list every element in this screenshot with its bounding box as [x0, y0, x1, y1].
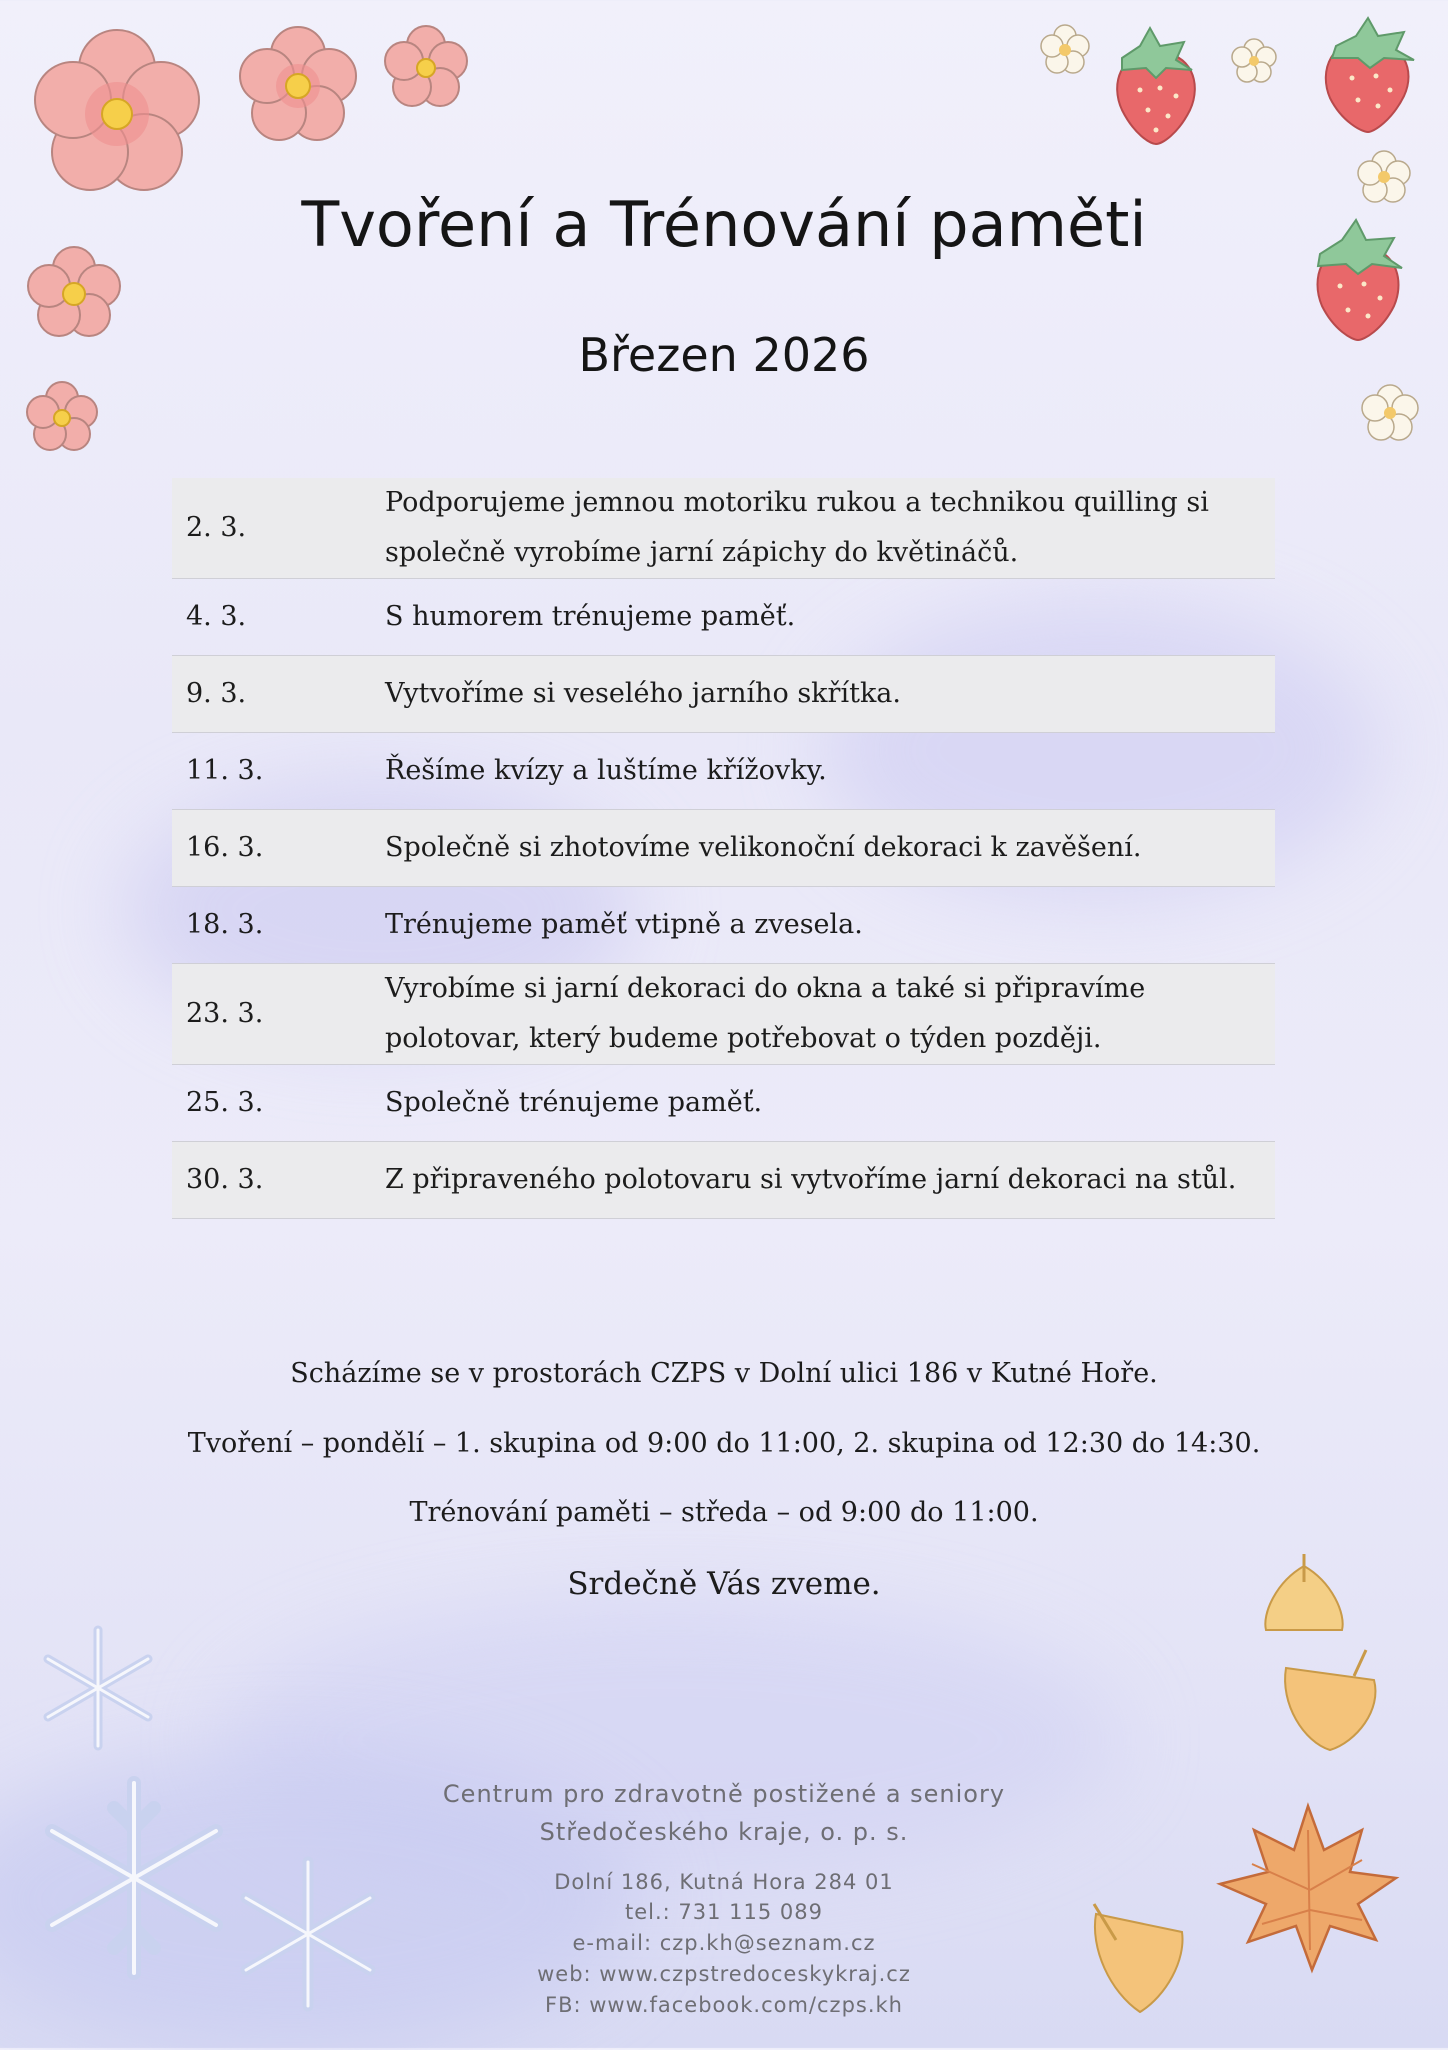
schedule-row [172, 579, 1275, 656]
schedule-date: 11. 3. [186, 755, 264, 786]
organization-name-line2: Středočeského kraje, o. p. s. [539, 1818, 909, 1846]
schedule-date: 16. 3. [186, 832, 264, 863]
schedule-activity: Trénujeme paměť vtipně a zvesela. [385, 909, 863, 940]
flower-icon [378, 20, 474, 114]
schedule-date: 23. 3. [186, 998, 264, 1029]
schedule-activity: Podporujeme jemnou motoriku rukou a technikou quilling si společně vyrobíme jarní zápichy do květináčů. [385, 487, 1209, 568]
schedule-row [172, 656, 1275, 733]
page-title: Tvoření a Trénování paměti [301, 188, 1147, 261]
flower-icon [232, 20, 364, 150]
month-subtitle: Březen 2026 [578, 328, 870, 382]
organization-website[interactable]: web: www.czpstredoceskykraj.cz [537, 1962, 911, 1986]
snowflake-icon [28, 1618, 168, 1758]
organization-facebook[interactable]: FB: www.facebook.com/czps.kh [544, 1993, 903, 2017]
organization-phone: tel.: 731 115 089 [624, 1900, 823, 1924]
strawberry-icon [1306, 16, 1426, 136]
schedule-date: 25. 3. [186, 1087, 264, 1118]
schedule-date: 9. 3. [186, 678, 247, 709]
invitation-text: Srdečně Vás zveme. [567, 1566, 881, 1602]
schedule-activity: Vyrobíme si jarní dekoraci do okna a také si připravíme polotovar, který budeme potřebovat o týden později. [385, 973, 1146, 1054]
schedule-activity: Společně si zhotovíme velikonoční dekoraci k zavěšení. [385, 832, 1142, 863]
schedule-date: 2. 3. [186, 512, 247, 543]
small-flower-icon [1034, 20, 1096, 80]
schedule-activity: Z připraveného polotovaru si vytvoříme jarní dekoraci na stůl. [385, 1164, 1237, 1195]
organization-email[interactable]: e-mail: czp.kh@seznam.cz [572, 1931, 876, 1955]
flower-icon [22, 22, 212, 202]
organization-address: Dolní 186, Kutná Hora 284 01 [554, 1870, 894, 1894]
schedule-row [172, 810, 1275, 887]
schedule-date: 30. 3. [186, 1164, 264, 1195]
schedule-row [172, 887, 1275, 964]
strawberry-icon [1100, 24, 1212, 148]
schedule-row [172, 478, 1275, 579]
ginkgo-leaf-icon [1256, 1552, 1352, 1636]
schedule-activity: Řešíme kvízy a luštíme křížovky. [385, 755, 827, 786]
schedule-activity: S humorem trénujeme paměť. [385, 601, 796, 632]
schedule-table [172, 478, 1275, 1219]
schedule-row [172, 1142, 1275, 1219]
schedule-activity: Vytvoříme si veselého jarního skřítka. [385, 678, 901, 709]
schedule-date: 4. 3. [186, 601, 247, 632]
small-flower-icon [1226, 34, 1282, 88]
schedule-date: 18. 3. [186, 909, 264, 940]
crafting-schedule-text: Tvoření – pondělí – 1. skupina od 9:00 do 11:00, 2. skupina od 12:30 do 14:30. [187, 1428, 1261, 1459]
schedule-row [172, 1065, 1275, 1142]
organization-name-line1: Centrum pro zdravotně postižené a seniory [442, 1780, 1006, 1808]
small-flower-icon [1356, 380, 1424, 446]
schedule-activity: Společně trénujeme paměť. [385, 1087, 763, 1118]
schedule-row [172, 964, 1275, 1065]
ginkgo-leaf-icon [1270, 1646, 1390, 1758]
schedule-row [172, 733, 1275, 810]
memory-training-schedule-text: Trénování paměti – středa – od 9:00 do 11:00. [409, 1497, 1039, 1528]
flower-icon [20, 376, 104, 458]
location-text: Scházíme se v prostorách CZPS v Dolní ulici 186 v Kutné Hoře. [290, 1358, 1158, 1389]
